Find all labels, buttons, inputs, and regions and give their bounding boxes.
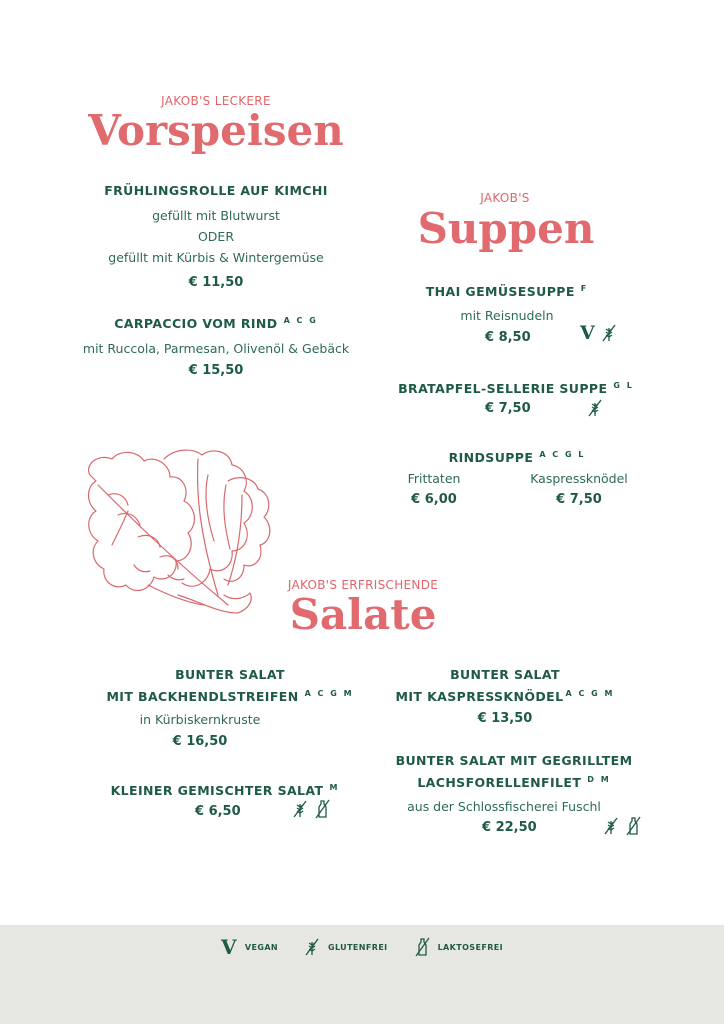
dish-name [432,445,602,467]
gluten-free-icon [292,799,308,819]
allergen-codes: D M [587,775,611,784]
menu-item-kleiner-salat [90,778,360,800]
dish-name [40,311,392,333]
allergen-codes: A C G L [539,450,586,459]
diet-icons [580,323,617,343]
dish-name: BUNTER SALAT MIT GEGRILLTEM [395,753,633,768]
allergen-codes: M [329,783,340,792]
dish-description: aus der Schlossfischerei Fuschl [407,799,601,815]
allergen-codes: G L [613,381,634,390]
diet-icons [292,799,330,819]
dish-name-text: RINDSUPPE [448,450,534,466]
gluten-free-icon [603,816,619,836]
allergen-codes: A C G M [565,689,615,698]
dish-name [90,778,360,800]
vegan-icon: V [580,322,595,344]
dish-name: BUNTER SALAT [450,667,560,682]
dish-name-text: KLEINER GEMISCHTER SALAT [110,783,324,799]
dish-name [380,770,648,792]
dish-name-text: THAI GEMÜSESUPPE [425,284,575,300]
menu-item-bratapfel-suppe [396,376,636,398]
dish-description: mit Ruccola, Parmesan, Olivenöl & Gebäck [82,341,350,357]
dish-description: mit Reisnudeln [460,308,554,324]
legend-label: VEGAN [244,942,278,952]
salate-title: Salate [289,590,437,639]
dish-price: € 22,50 [482,820,537,835]
vegan-icon: V [220,935,237,959]
dish-name [396,376,636,398]
dish-name: BUNTER SALAT [175,667,285,682]
menu-item-bunter-salat-backhendl [90,665,370,749]
dish-price: € 7,50 [485,401,531,416]
allergen-codes: F [580,284,589,293]
dish-price: € 11,50 [188,275,244,290]
variant-label: Kaspressknödel [530,471,628,486]
dish-price: € 8,50 [485,330,531,345]
menu-item-carpaccio [40,311,392,378]
variant-label: Frittaten [407,471,461,486]
dish-price: € 13,50 [477,711,533,727]
dish-description: gefüllt mit Kürbis & Wintergemüse [108,250,324,265]
dish-name-text: MIT KASPRESSKNÖDEL [395,689,564,705]
dish-name [90,684,370,706]
suppen-kicker: JAKOB'S [480,191,530,205]
dish-name [412,279,602,301]
dish-name: FRÜHLINGSROLLE AUF KIMCHI [104,183,328,198]
menu-item-lachsforellenfilet [380,751,648,817]
legend-gluten-free [304,937,388,957]
variant-price: € 6,00 [411,492,457,507]
vorspeisen-kicker: JAKOB'S LECKERE [161,94,271,108]
menu-item-rindsuppe [432,445,602,467]
dish-price: € 15,50 [188,363,244,379]
dish-name-text: CARPACCIO VOM RIND [114,316,278,332]
dish-name-text: LACHSFORELLENFILET [417,775,582,791]
menu-item-thai-suppe [412,279,602,326]
vorspeisen-title: Vorspeisen [88,106,344,155]
dish-name-text: MIT BACKHENDLSTREIFEN [106,689,299,705]
dish-description: ODER [197,229,235,244]
diet-icons [587,398,603,418]
gluten-free-icon [304,937,320,957]
menu-item-fruehlingsrolle [60,181,372,290]
legend-label: LAKTOSEFREI [437,942,504,952]
dish-price: € 6,50 [195,804,241,819]
lactose-free-icon [314,799,330,819]
legend-lactose-free [414,937,503,957]
variant-frittaten [384,468,484,507]
suppen-title: Suppen [417,204,595,253]
dish-name [390,684,620,706]
legend-label: GLUTENFREI [328,942,388,952]
allergen-codes: A C G M [304,689,354,698]
variant-price: € 7,50 [556,492,602,507]
gluten-free-icon [601,323,617,343]
gluten-free-icon [587,398,603,418]
lactose-free-icon [625,816,641,836]
legend-vegan [221,937,278,957]
dish-name-text: BRATAPFEL-SELLERIE SUPPE [398,381,608,397]
diet-icons [603,816,641,836]
menu-item-bunter-salat-kaspressknoedel [390,665,620,726]
dish-description: in Kürbiskernkruste [139,712,261,728]
dish-description: gefüllt mit Blutwurst [152,208,280,223]
salate-kicker: JAKOB'S ERFRISCHENDE [287,578,439,592]
variant-kaspressknoedel [514,468,644,507]
dish-price: € 16,50 [172,734,228,750]
allergen-codes: A C G [283,316,318,325]
legend-footer [0,925,724,1024]
lactose-free-icon [414,937,430,957]
legend [0,937,724,957]
lettuce-illustration [78,445,278,620]
